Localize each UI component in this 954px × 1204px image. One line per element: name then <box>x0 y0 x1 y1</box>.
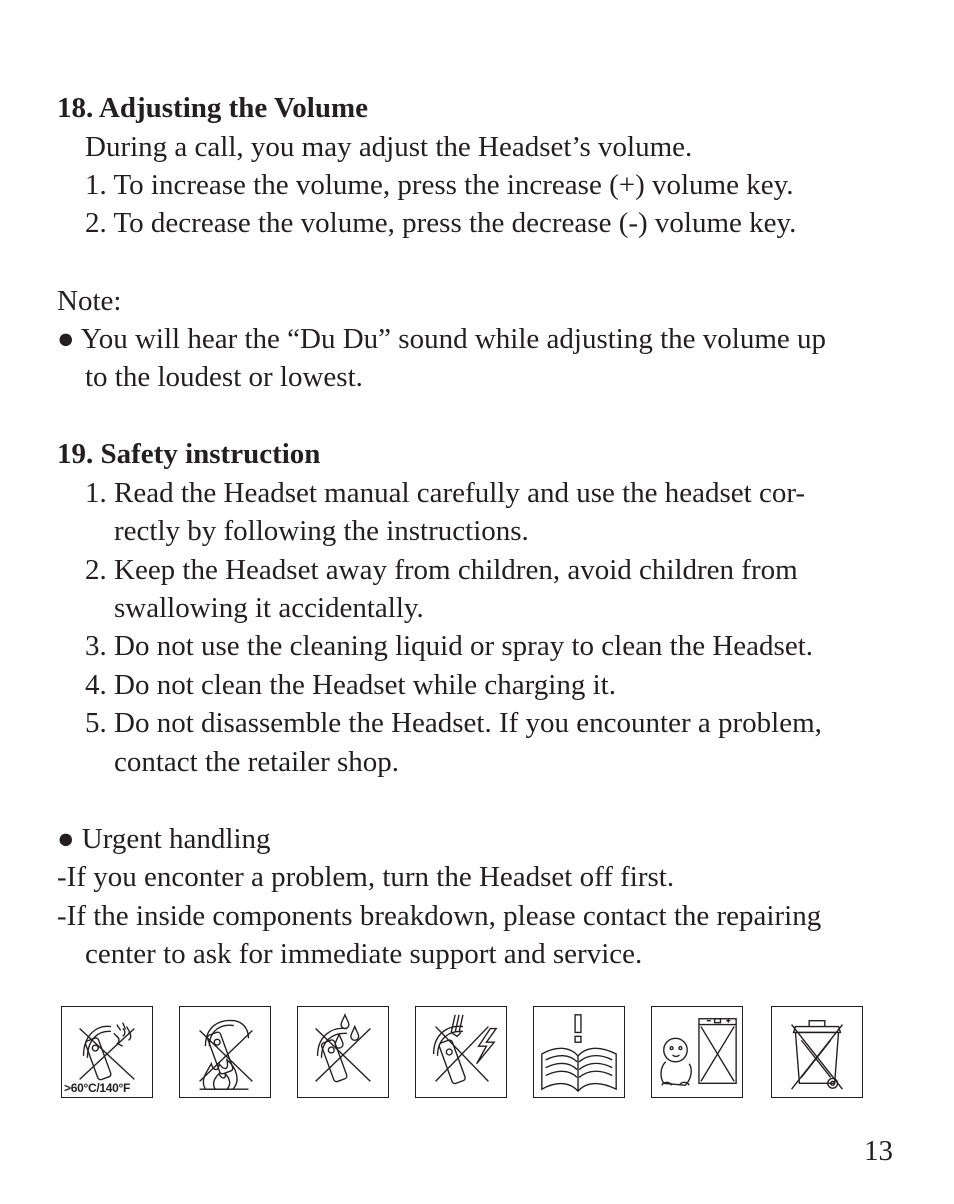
safety-item-3: 3. Do not use the cleaning liquid or spray to clean the Headset. <box>85 630 814 662</box>
section-18-step-2: 2. To decrease the volume, press the decrease (-) volume key. <box>85 207 797 239</box>
safety-item-1-line-1: 1. Read the Headset manual carefully and use the headset cor- <box>85 477 806 509</box>
safety-item-2-line-1: 2. Keep the Headset away from children, avoid children from <box>85 554 798 586</box>
temperature-label: >60°C/140°F <box>64 1081 131 1095</box>
safety-icons-row <box>61 1006 864 1100</box>
no-heat-icon <box>61 1006 153 1098</box>
note-bullet-line-2: to the loudest or lowest. <box>85 361 363 393</box>
section-18-heading: 18. Adjusting the Volume <box>57 92 369 124</box>
urgent-heading: ● Urgent handling <box>57 823 271 855</box>
safety-item-2-line-2: swallowing it accidentally. <box>114 592 424 624</box>
urgent-line-1: -If you enconter a problem, turn the Headset off first. <box>57 861 675 893</box>
safety-item-5-line-1: 5. Do not disassemble the Headset. If you encounter a problem, <box>85 707 822 739</box>
no-fire-icon <box>179 1006 271 1098</box>
safety-item-5-line-2: contact the retailer shop. <box>114 746 400 778</box>
urgent-line-2a: -If the inside components breakdown, please contact the repairing <box>57 900 822 932</box>
note-label: Note: <box>57 285 122 317</box>
section-19-heading: 19. Safety instruction <box>57 438 321 470</box>
weee-bin-icon <box>771 1006 863 1098</box>
urgent-line-2b: center to ask for immediate support and service. <box>85 938 643 970</box>
safety-item-4: 4. Do not clean the Headset while charging it. <box>85 669 616 701</box>
note-bullet-line-1: ● You will hear the “Du Du” sound while adjusting the volume up <box>57 323 827 355</box>
section-18-step-1: 1. To increase the volume, press the increase (+) volume key. <box>85 169 794 201</box>
no-water-icon <box>297 1006 389 1098</box>
keep-from-children-icon <box>651 1006 743 1098</box>
safety-item-1-line-2: rectly by following the instructions. <box>114 515 529 547</box>
section-18-intro: During a call, you may adjust the Headset’s volume. <box>85 131 693 163</box>
read-manual-icon <box>533 1006 625 1098</box>
no-lightning-icon <box>415 1006 507 1098</box>
page-number: 13 <box>864 1135 893 1167</box>
